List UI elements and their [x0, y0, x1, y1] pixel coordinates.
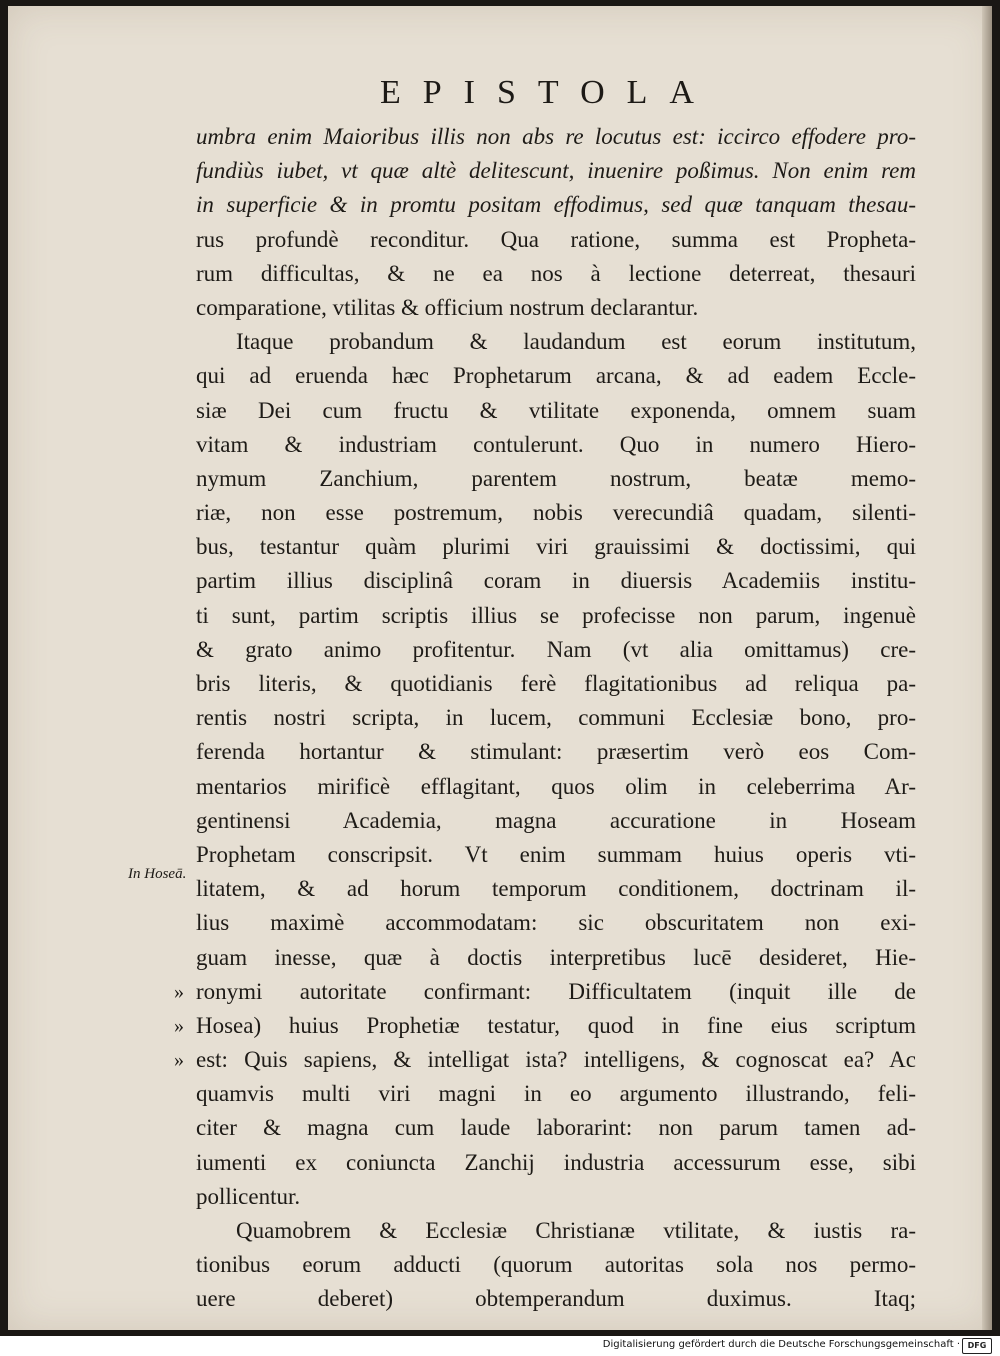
text-line: comparatione, vtilitas & officium nostrum declarantur.: [196, 294, 699, 320]
text-line: Prophetam conscripsit. Vt enim summam huius operis vti-: [196, 841, 916, 867]
quoted-line: [174, 1009, 916, 1043]
text-line: Hosea) huius Prophetiæ testatur, quod in fine eius scriptum: [196, 1012, 916, 1038]
text-line: vitam & industriam contulerunt. Quo in numero Hiero-: [196, 431, 916, 457]
page-edge: [982, 6, 992, 1330]
dfg-logo: DFG: [962, 1338, 992, 1354]
text-line: bris literis, & quotidianis ferè flagitationibus ad reliqua pa-: [196, 671, 916, 696]
text-line: quamvis multi viri magni in eo argumento illustrando, feli-: [196, 1081, 916, 1107]
text-line: litatem, & ad horum temporum conditionem, doctrinam il-: [196, 876, 916, 902]
text-line: mentarios mirificè efflagitant, quos olim in celeberrima Ar-: [196, 773, 916, 799]
text-line: nymum Zanchium, parentem nostrum, beatæ memo-: [196, 465, 916, 491]
text-line: Quamobrem & Ecclesiæ Christianæ vtilitate, & iustis ra-: [236, 1218, 916, 1243]
text-line: iumenti ex coniuncta Zanchij industria accessurum esse, sibi: [196, 1149, 916, 1175]
text-line: fundiùs iubet, vt quæ altè delitescunt, inuenire poßimus. Non enim rem: [196, 158, 916, 184]
quoted-line: [174, 975, 916, 1009]
text-line: est: Quis sapiens, & intelligat ista? intelligens, & cognoscat ea? Ac: [196, 1047, 916, 1073]
text-line: & grato animo profitentur. Nam (vt alia omittamus) cre-: [196, 636, 916, 662]
text-line: pollicentur.: [196, 1183, 301, 1209]
footer: [0, 1336, 1000, 1356]
text-line: ferenda hortantur & stimulant: præsertim verò eos Com-: [196, 739, 916, 765]
text-line: tionibus eorum adducti (quorum autoritas sola nos permo-: [196, 1252, 916, 1278]
text-line: citer & magna cum laude laborarint: non parum tamen ad-: [196, 1115, 916, 1141]
quote-mark: »: [174, 1049, 184, 1072]
text-line: lius maximè accommodatam: sic obscuritatem non exi-: [196, 910, 916, 936]
running-head: EPISTOLA: [380, 74, 716, 111]
text-line: partim illius disciplinâ coram in diuersis Academiis institu-: [196, 568, 916, 594]
quote-mark: »: [174, 980, 184, 1003]
text-line: riæ, non esse postremum, nobis verecundiâ quadam, silenti-: [196, 500, 916, 526]
text-line: siæ Dei cum fructu & vtilitate exponenda, omnem suam: [196, 397, 916, 423]
text-line: bus, testantur quàm plurimi viri grauissimi & doctissimi, qui: [196, 534, 916, 560]
text-line: rentis nostri scripta, in lucem, communi Ecclesiæ bono, pro-: [196, 705, 916, 731]
text-line: uere deberet) obtemperandum duximus. Itaq;: [196, 1286, 916, 1312]
text-line: guam inesse, quæ à doctis interpretibus lucē desideret, Hie-: [196, 944, 916, 970]
text-line: rum difficultas, & ne ea nos à lectione deterreat, thesauri: [196, 260, 916, 286]
quote-mark: »: [174, 1014, 184, 1037]
text-line: qui ad eruenda hæc Prophetarum arcana, & ad eadem Eccle-: [196, 363, 916, 389]
text-line: umbra enim Maioribus illis non abs re locutus est: iccirco effodere pro-: [196, 124, 916, 149]
funding-notice: Digitalisierung gefördert durch die Deutsche Forschungsgemeinschaft ·: [602, 1339, 960, 1350]
text-line: Itaque probandum & laudandum est eorum institutum,: [236, 329, 916, 355]
text-line: gentinensi Academia, magna accuratione in Hoseam: [196, 807, 916, 833]
text-line: rus profundè reconditur. Qua ratione, summa est Propheta-: [196, 226, 916, 252]
text-line: ronymi autoritate confirmant: Difficultatem (inquit ille de: [196, 978, 916, 1004]
margin-note: In Hoseā.: [128, 866, 187, 882]
quoted-line: [174, 1043, 916, 1077]
text-line: in superficie & in promtu positam effodimus, sed quæ tanquam thesau-: [196, 192, 916, 218]
body-text: [174, 120, 916, 1317]
text-line: ti sunt, partim scriptis illius se profecisse non parum, ingenuè: [196, 602, 916, 628]
